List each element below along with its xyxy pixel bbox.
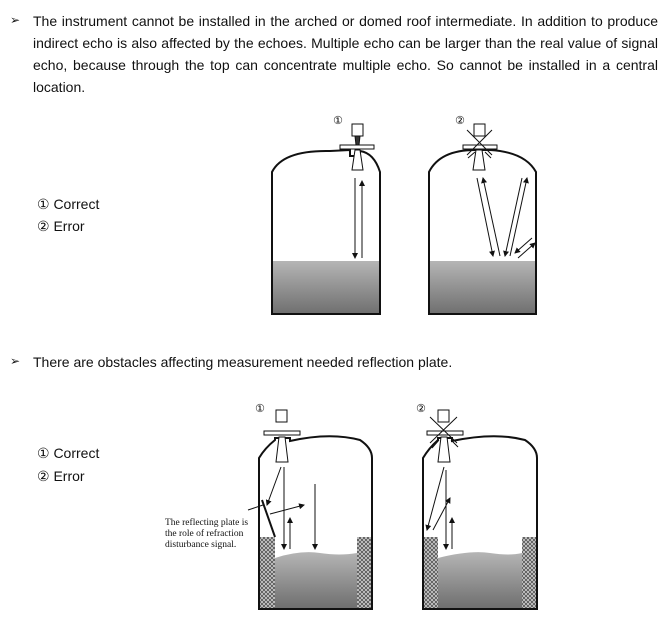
paragraph-obstacles: There are obstacles affecting measurement needed reflection plate. bbox=[33, 354, 453, 370]
legend-correct: ① Correct bbox=[37, 445, 100, 461]
legend-error: ② Error bbox=[37, 218, 85, 234]
diagram-label-2: ② bbox=[455, 114, 465, 127]
reflecting-plate-note: The reflecting plate is the role of refraction disturbance signal. bbox=[165, 518, 249, 550]
diagram-label-1: ① bbox=[333, 114, 343, 127]
diagram-label-1: ① bbox=[255, 402, 265, 415]
legend-error: ② Error bbox=[37, 468, 85, 484]
bullet-icon: ➢ bbox=[10, 13, 21, 27]
tank-correct-1 bbox=[272, 124, 380, 314]
legend-correct: ① Correct bbox=[37, 196, 100, 212]
paragraph-dome-roof: The instrument cannot be installed in the arched or domed roof intermediate. In addition to produce indirect echo is also affected by the echoes. Multiple echo can be larger than the real value of signal echo, because through the top can concentrate multiple echo. So cannot be installed in a central location. bbox=[33, 13, 658, 95]
diagram-label-2: ② bbox=[416, 402, 426, 415]
bullet-icon: ➢ bbox=[10, 354, 21, 368]
tank-error-2 bbox=[423, 410, 537, 609]
tank-error-1 bbox=[429, 124, 536, 314]
tank-correct-2 bbox=[248, 410, 372, 609]
